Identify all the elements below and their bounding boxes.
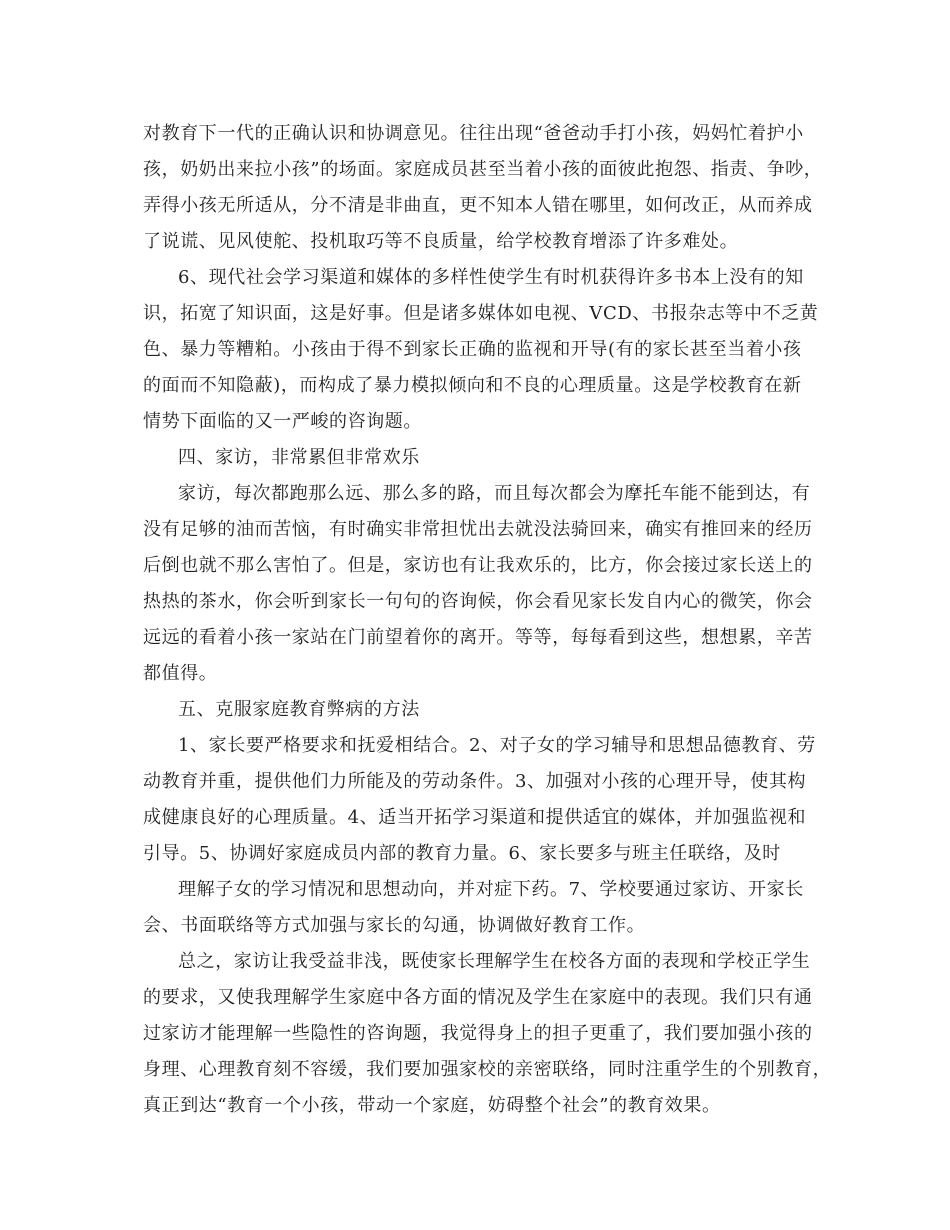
text-line: 成健康良好的心理质量。4、适当开拓学习渠道和提供适宜的媒体，并加强监视和: [143, 807, 807, 828]
text-line: 色、暴力等糟粕。小孩由于得不到家长正确的监视和开导(有的家长甚至当着小孩: [143, 339, 802, 360]
text-line: 1、家长要严格要求和抚爱相结合。2、对子女的学习辅导和思想品德教育、劳: [178, 735, 816, 756]
text-line: 了说谎、见风使舵、投机取巧等不良质量，给学校教育增添了许多难处。: [143, 231, 739, 252]
text-line: 远远的看着小孩一家站在门前望着你的离开。等等，每每看到这些，想想累，辛苦: [143, 627, 813, 648]
text-line: 会、书面联络等方式加强与家长的勾通，协调做好教育工作。: [143, 915, 646, 936]
text-line: 引导。5、协调好家庭成员内部的教育力量。6、家长要多与班主任联络，及时: [143, 843, 781, 864]
section-heading: 五、克服家庭教育弊病的方法: [178, 699, 420, 720]
text-line: 过家访才能理解一些隐性的咨询题，我觉得身上的担子更重了，我们要加强小孩的: [143, 1023, 813, 1044]
text-line: 动教育并重，提供他们力所能及的劳动条件。3、加强对小孩的心理开导，使其构: [143, 771, 807, 792]
text-line: 都值得。: [143, 663, 218, 684]
text-line: 家访，每次都跑那么远、那么多的路，而且每次都会为摩托车能不能到达，有: [178, 483, 811, 504]
text-line: 理解子女的学习情况和思想动向，并对症下药。7、学校要通过家访、开家长: [178, 879, 804, 900]
text-line: 身理、心理教育刻不容缓，我们要加强家校的亲密联络，同时注重学生的个别教育，: [143, 1059, 832, 1080]
text-line: 弄得小孩无所适从，分不清是非曲直，更不知本人错在哪里，如何改正，从而养成: [143, 195, 813, 216]
text-line: 的要求，又使我理解学生家庭中各方面的情况及学生在家庭中的表现。我们只有通: [143, 987, 813, 1008]
text-line: 没有足够的油而苦恼，有时确实非常担忧出去就没法骑回来，确实有推回来的经历: [143, 519, 813, 540]
text-line: 孩，奶奶出来拉小孩”的场面。家庭成员甚至当着小孩的面彼此抱怨、指责、争吵，: [143, 159, 823, 180]
text-line: 6、现代社会学习渠道和媒体的多样性使学生有时机获得许多书本上没有的知: [178, 267, 804, 288]
text-line: 识，拓宽了知识面，这是好事。但是诸多媒体如电视、VCD、书报杂志等中不乏黄: [143, 303, 819, 324]
text-line: 情势下面临的又一严峻的咨询题。: [143, 411, 422, 432]
text-line: 对教育下一代的正确认识和协调意见。往往出现“爸爸动手打小孩，妈妈忙着护小: [143, 123, 804, 144]
text-line: 热热的茶水，你会听到家长一句句的咨询候，你会看见家长发自内心的微笑，你会: [143, 591, 813, 612]
section-heading: 四、家访，非常累但非常欢乐: [178, 447, 420, 468]
text-line: 真正到达“教育一个小孩，带动一个家庭，妨碍整个社会”的教育效果。: [143, 1095, 721, 1116]
text-line: 的面而不知隐蔽)，而构成了暴力模拟倾向和不良的心理质量。这是学校教育在新: [143, 375, 802, 396]
text-line: 后倒也就不那么害怕了。但是，家访也有让我欢乐的，比方，你会接过家长送上的: [143, 555, 813, 576]
text-line: 总之，家访让我受益非浅，既使家长理解学生在校各方面的表现和学校正学生: [178, 951, 811, 972]
